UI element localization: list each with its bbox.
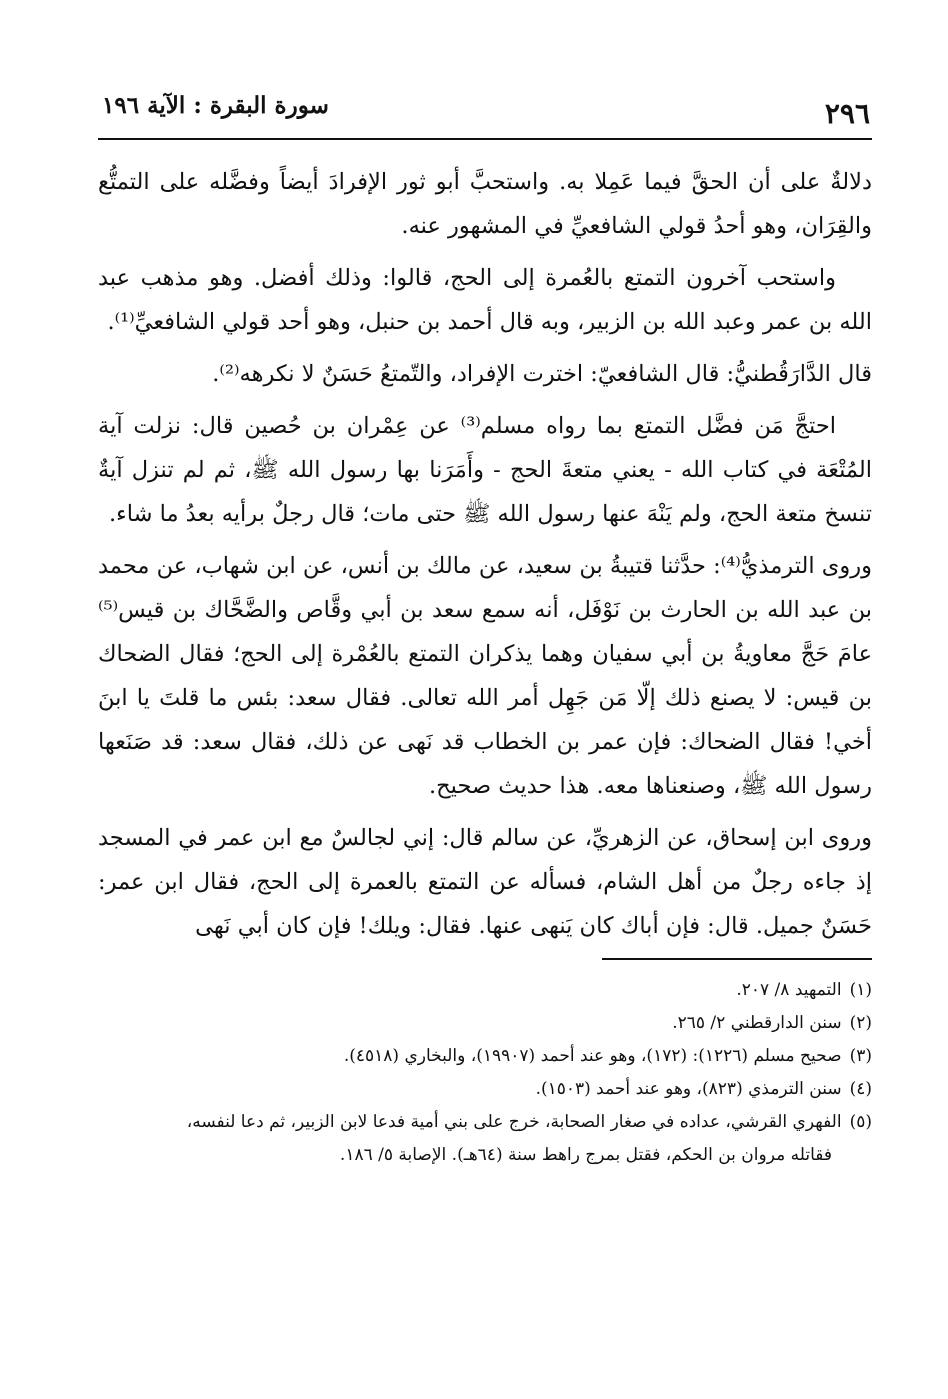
footnote-number: (١) (849, 980, 872, 1000)
paragraph-3: قال الدَّارَقُطنيُّ: قال الشافعيّ: اخترت الإفراد، والتّمتعُ حَسَنٌ لا نكرهه⁽²⁾. (212, 361, 872, 387)
paragraph-1: دلالةٌ على أن الحقَّ فيما عَمِلا به. واستحبَّ أبو ثور الإفرادَ أيضاً وفضَّله على التمتُّع والقِرَان، وهو أحدُ قولي الشافعيِّ في المشهور عنه. (98, 169, 872, 239)
footnote-4 (98, 1073, 872, 1106)
page-number: ٢٩٦ (824, 97, 870, 130)
footnote-text: الفهري القرشي، عداده في صغار الصحابة، خرج على بني أمية فدعا لابن الزبير، ثم دعا لنفسه، (186, 1112, 842, 1132)
footnote-number: (٢) (849, 1013, 872, 1033)
footnote-2 (98, 1007, 872, 1040)
footnote-number: (٥) (849, 1112, 872, 1132)
paragraph-5: وروى الترمذيُّ⁽⁴⁾: حدَّثنا قتيبةُ بن سعيد، عن مالك بن أنس، عن ابن شهاب، عن محمد بن عبد الله بن الحارث بن نَوْفَل، أنه سمع سعد بن أبي وقَّاص والضَّحَّاك بن قيس⁽⁵⁾ عامَ حَجَّ معاويةُ بن أبي سفيان وهما يذكران التمتع بالعُمْرة إلى الحج؛ فقال الضحاك بن قيس: لا يصنع ذلك إلّا مَن جَهِل أمر الله تعالى. فقال سعد: بئس ما قلتَ يا ابنَ أخي! فقال الضحاك: فإن عمر بن الخطاب قد نَهى عن ذلك، فقال سعد: قد صَنَعها رسول الله ﷺ، وصنعناها معه. هذا حديث صحيح. (98, 553, 872, 799)
footnote-3 (98, 1040, 872, 1073)
footnote-number: (٣) (849, 1046, 872, 1066)
page-header (98, 82, 872, 140)
paragraph-2: واستحب آخرون التمتع بالعُمرة إلى الحج، قالوا: وذلك أفضل. وهو مذهب عبد الله بن عمر وعبد الله بن الزبير، وبه قال أحمد بن حنبل، وهو أحد قولي الشافعيِّ⁽¹⁾. (98, 265, 872, 335)
paragraph-6: وروى ابن إسحاق، عن الزهريِّ، عن سالم قال: إني لجالسٌ مع ابن عمر في المسجد إذ جاءه رجلٌ من أهل الشام، فسأله عن التمتع بالعمرة إلى الحج، فقال ابن عمر: حَسَنٌ جميل. قال: فإن أباك كان يَنهى عنها. فقال: ويلك! فإن كان أبي نَهى (98, 825, 872, 939)
footnote-text: سنن الترمذي (٨٢٣)، وهو عند أحمد (١٥٠٣). (535, 1079, 842, 1099)
footnote-text: صحيح مسلم (١٢٢٦): (١٧٢)، وهو عند أحمد (١٩٩٠٧)، والبخاري (٤٥١٨). (343, 1046, 842, 1066)
footnote-text: التمهيد ٨/ ٢٠٧. (736, 980, 842, 1000)
footnote-divider (602, 958, 872, 960)
footnote-1 (98, 974, 872, 1007)
running-title: سورة البقرة : الآية ١٩٦ (102, 92, 329, 119)
footnote-text: سنن الدارقطني ٢/ ٢٦٥. (672, 1013, 842, 1033)
paragraph-4: احتجَّ مَن فضَّل التمتع بما رواه مسلم⁽³⁾ عن عِمْران بن حُصين قال: نزلت آية المُتْعَة في كتاب الله - يعني متعةَ الحج - وأَمَرَنا بها رسول الله ﷺ، ثم لم تنزل آيةٌ تنسخ متعة الحج، ولم يَنْهَ عنها رسول الله ﷺ حتى مات؛ قال رجلٌ برأيه بعدُ ما شاء. (98, 413, 872, 527)
footnote-5 (98, 1106, 872, 1139)
main-text (98, 160, 872, 948)
footnotes (98, 974, 872, 1172)
footnote-number: (٤) (849, 1079, 872, 1099)
footnote-5-continuation: فقاتله مروان بن الحكم، فقتل بمرج راهط سنة (٦٤هـ). الإصابة ٥/ ١٨٦. (339, 1145, 832, 1165)
book-page (98, 82, 872, 1382)
